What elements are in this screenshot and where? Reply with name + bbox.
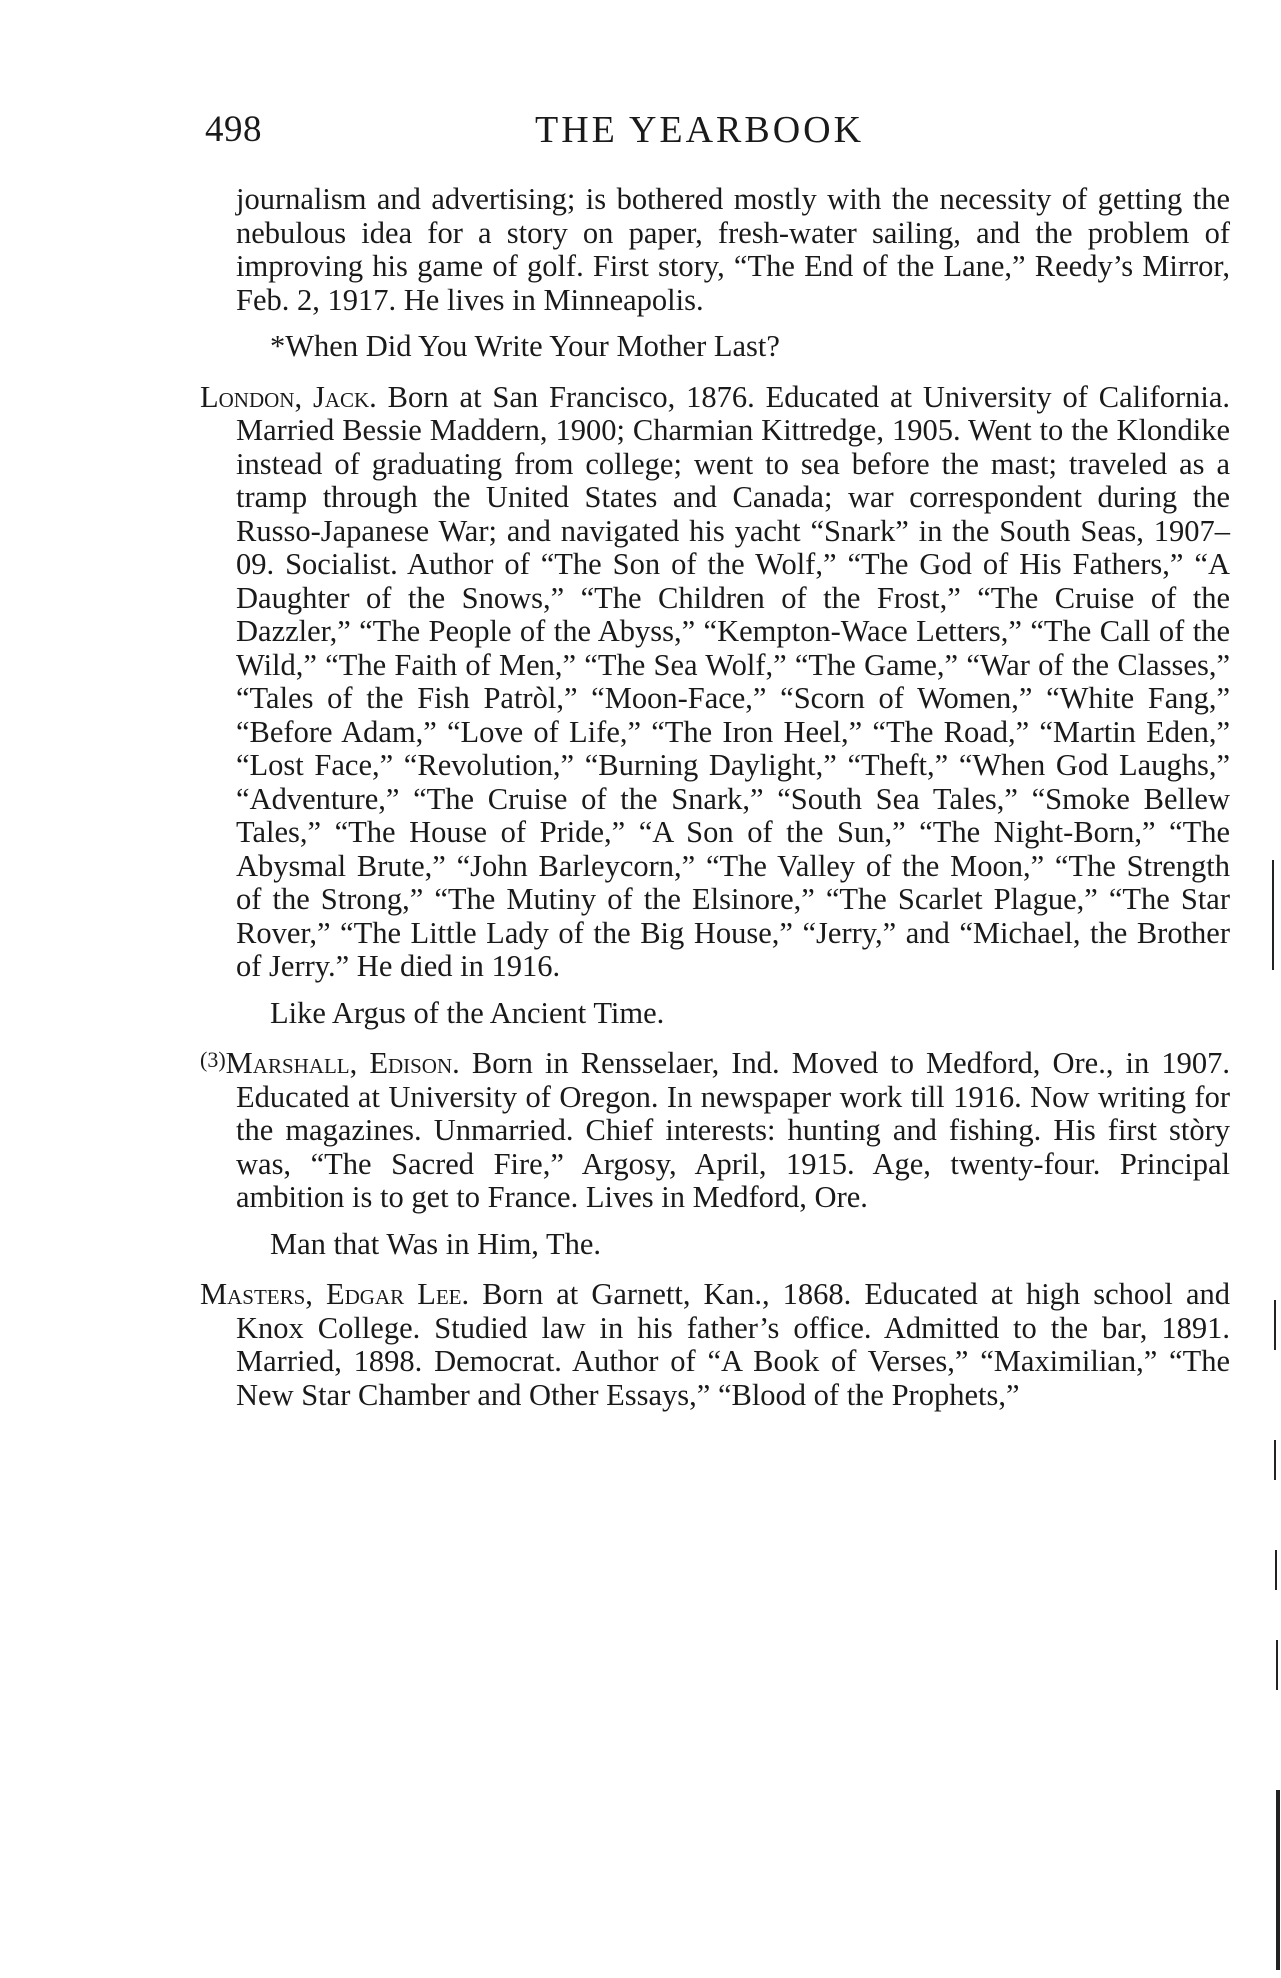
scan-margin-mark	[1276, 1640, 1278, 1690]
page-header	[205, 108, 1235, 156]
scan-margin-mark	[1274, 1300, 1276, 1350]
page-number: 498	[205, 109, 262, 150]
scan-margin-mark	[1274, 1440, 1276, 1480]
scan-margin-mark	[1276, 1790, 1280, 1970]
author-bio: Born at San Francisco, 1876. Educated at University of California. Married Bessie Maddern, 1900; Charmian Kittredge, 1905. Went to the Klondike instead of graduating from college; went to sea before the mast; traveled as a tramp through the United States and Canada; war correspondent during the Russo-Japanese War; and navigated his yacht “Snark” in the South Seas, 1907–09. Socialist. Author of “The Son of the Wolf,” “The God of His Fathers,” “A Daughter of the Snows,” “The Children of the Frost,” “The Cruise of the Dazzler,” “The People of the Abyss,” “Kempton-Wace Letters,” “The Call of the Wild,” “The Faith of Men,” “The Sea Wolf,” “The Game,” “War of the Classes,” “Tales of the Fish Patròl,” “Moon-Face,” “Scorn of Women,” “White Fang,” “Before Adam,” “Love of Life,” “The Iron Heel,” “The Road,” “Martin Eden,” “Lost Face,” “Revolution,” “Burning Daylight,” “Theft,” “When God Laughs,” “Adventure,” “The Cruise of the Snark,” “South Sea Tales,” “Smoke Bellew Tales,” “The House of Pride,” “A Son of the Sun,” “The Night-Born,” “The Abysmal Brute,” “John Barleycorn,” “The Valley of the Moon,” “The Strength of the Strong,” “The Mutiny of the Elsinore,” “The Scarlet Plague,” “The Star Rover,” “The Little Lady of the Big House,” “Jerry,” and “Michael, the Brother of Jerry.” He died in 1916.	[236, 379, 1231, 983]
author-name: London, Jack.	[200, 379, 377, 414]
scan-margin-mark	[1272, 860, 1274, 970]
author-entry	[200, 377, 1230, 984]
page-body	[200, 183, 1230, 1412]
running-title: THE YEARBOOK	[535, 109, 865, 151]
author-name: Marshall, Edison.	[225, 1046, 460, 1080]
author-entry	[200, 1043, 1230, 1215]
entry-marker: (3)	[200, 1047, 226, 1072]
story-title: Man that Was in Him, The.	[270, 1226, 602, 1261]
story-title: *When Did You Write Your Mother Last?	[270, 329, 780, 363]
continuation-paragraph: journalism and advertising; is bothered mostly with the necessity of getting the nebulous idea for a story on paper, fresh-water sailing, and the problem of improving his game of golf. First story, “The End of the Lane,” Reedy’s Mirror, Feb. 2, 1917. He lives in Minneapolis.	[236, 182, 1230, 317]
author-name: Masters, Edgar Lee.	[200, 1277, 470, 1311]
scan-margin-mark	[1275, 1550, 1277, 1590]
author-bio: Born in Rensselaer, Ind. Moved to Medford, Ore., in 1907. Educated at University of Oregon. In newspaper work till 1916. Now writing for the magazines. Unmarried. Chief interests: hunting and fishing. His first stòry was, “The Sacred Fire,” Argosy, April, 1915. Age, twenty-four. Principal ambition is to get to France. Lives in Medford, Ore.	[236, 1046, 1230, 1214]
story-title: Like Argus of the Ancient Time.	[270, 995, 665, 1030]
author-entry	[200, 1274, 1230, 1412]
author-bio: Born at Garnett, Kan., 1868. Educated at high school and Knox College. Studied law in his father’s office. Admitted to the bar, 1891. Married, 1898. Democrat. Author of “A Book of Verses,” “Maximilian,” “The New Star Chamber and Other Essays,” “Blood of the Prophets,”	[236, 1277, 1230, 1412]
